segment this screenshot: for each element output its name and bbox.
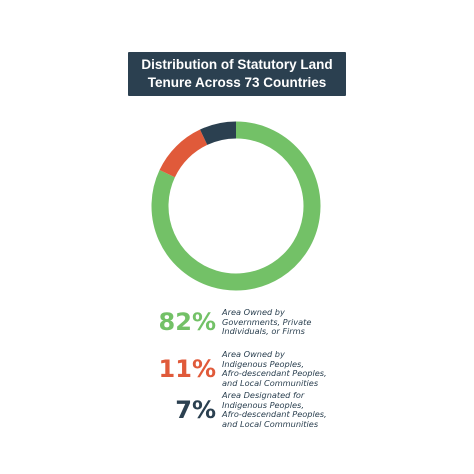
- legend-description-line: Afro-descendant Peoples,: [222, 368, 327, 379]
- legend-description: [222, 391, 342, 429]
- donut-slice-designated-communities: [204, 130, 236, 137]
- chart-title-line-1: Distribution of Statutory Land: [141, 57, 333, 72]
- legend-percent: 82%: [158, 308, 216, 337]
- legend-item-owned-communities: [150, 350, 342, 388]
- legend-description-line: and Local Communities: [222, 377, 319, 388]
- legend-description-line: Governments, Private: [222, 316, 312, 327]
- legend-description-line: Indigenous Peoples,: [222, 358, 304, 369]
- legend-description: [222, 308, 342, 337]
- donut-slice-owned-communities: [167, 137, 203, 173]
- legend-description-line: and Local Communities: [222, 418, 319, 429]
- legend-description-line: Afro-descendant Peoples,: [222, 409, 327, 420]
- donut-chart: [150, 120, 322, 292]
- legend-description-line: Area Designated for: [222, 390, 305, 400]
- chart-title-line-2: Tenure Across 73 Countries: [147, 75, 327, 90]
- chart-title: [128, 52, 346, 96]
- legend-description-line: Individuals, or Firms: [222, 326, 305, 337]
- legend-item-designated-communities: [150, 391, 342, 429]
- legend-percent: 7%: [175, 396, 216, 425]
- legend-description-line: Area Owned by: [222, 349, 285, 359]
- legend-description: [222, 350, 342, 388]
- legend-description-line: Area Owned by: [222, 307, 285, 317]
- legend-percent: 11%: [158, 355, 216, 384]
- legend-item-governments: [150, 308, 342, 337]
- legend-description-line: Indigenous Peoples,: [222, 399, 304, 410]
